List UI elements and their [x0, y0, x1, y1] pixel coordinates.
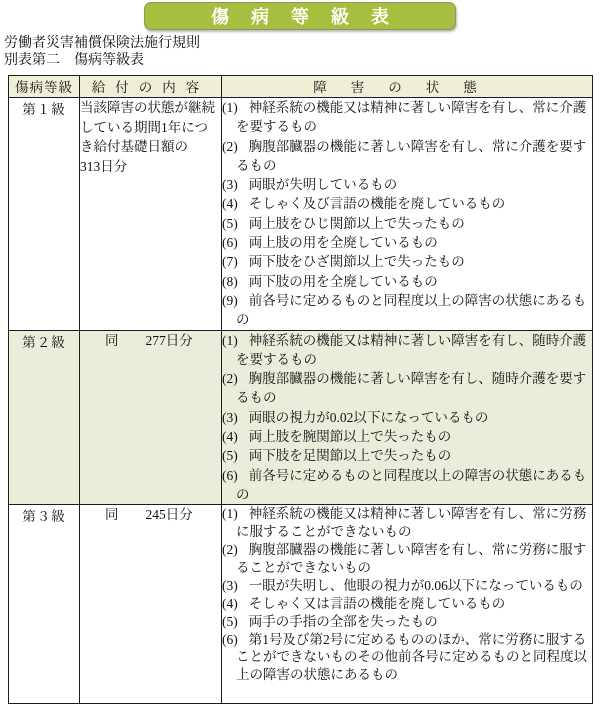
table-header-row	[9, 76, 593, 98]
item-text: 前各号に定めるものと同程度以上の障害の状態にあるもの	[236, 467, 587, 502]
item-text: 両眼が失明しているもの	[248, 177, 398, 193]
condition-item	[222, 408, 592, 427]
law-reference-line-1: 労働者災害補償保険法施行規則	[4, 36, 200, 51]
table-row	[9, 330, 593, 505]
item-text: そしゃく又は言語の機能を廃しているもの	[248, 595, 506, 611]
benefit-cell: 同 245日分	[80, 505, 222, 704]
grade-cell: 第２級	[9, 330, 80, 505]
item-number: (7)	[222, 254, 238, 270]
item-text: 胸腹部臓器の機能に著しい障害を有し、随時介護を要するもの	[236, 371, 587, 406]
item-number: (4)	[222, 196, 238, 212]
condition-item	[222, 137, 592, 176]
item-text: 両下肢をひざ関節以上で失ったもの	[248, 254, 465, 270]
page-title: 傷病等級表	[211, 7, 411, 27]
item-number: (1)	[222, 332, 238, 348]
item-text: 両上肢を腕関節以上で失ったもの	[248, 429, 452, 445]
item-number: (2)	[222, 371, 238, 387]
item-text: 神経系統の機能又は精神に著しい障害を有し、常に介護を要するもの	[236, 100, 587, 135]
col-header-grade: 傷病等級	[9, 76, 80, 98]
grade-cell: 第１級	[9, 98, 80, 331]
condition-item	[222, 252, 592, 271]
item-number: (5)	[222, 448, 238, 464]
item-text: 両下肢の用を全廃しているもの	[248, 273, 438, 289]
item-number: (5)	[222, 215, 238, 231]
benefit-cell: 同 277日分	[80, 330, 222, 505]
item-text: 前各号に定めるものと同程度以上の障害の状態にあるもの	[236, 292, 587, 328]
condition-item	[222, 272, 592, 291]
condition-item	[222, 331, 592, 370]
condition-item	[222, 427, 592, 446]
table-row	[9, 98, 593, 331]
item-number: (5)	[222, 613, 238, 629]
condition-cell	[222, 505, 593, 704]
item-number: (3)	[222, 409, 238, 425]
item-number: (1)	[222, 506, 238, 522]
item-text: 第1号及び第2号に定めるもののほか、常に労務に服することができないものその他前各号に定めるものと同程度以上の障害の状態にあるもの	[236, 631, 587, 683]
col-header-condition: 障害の状態	[222, 76, 593, 98]
item-number: (1)	[222, 100, 238, 115]
item-number: (4)	[222, 595, 238, 611]
item-number: (4)	[222, 429, 238, 445]
item-number: (2)	[222, 138, 238, 154]
condition-item	[222, 595, 592, 613]
item-text: 両下肢を足関節以上で失ったもの	[248, 448, 452, 464]
col-header-benefit: 給付の内容	[80, 76, 222, 98]
condition-cell	[222, 330, 593, 505]
condition-item	[222, 233, 592, 252]
condition-item	[222, 631, 592, 685]
item-number: (3)	[222, 177, 238, 193]
item-number: (2)	[222, 542, 238, 558]
item-text: 両眼の視力が0.02以下になっているもの	[248, 409, 489, 425]
item-number: (6)	[222, 631, 238, 647]
injury-grade-table	[8, 75, 593, 704]
law-reference	[4, 35, 600, 69]
condition-item	[222, 214, 592, 233]
condition-cell	[222, 98, 593, 331]
table-row	[9, 505, 593, 704]
item-number: (6)	[222, 235, 238, 251]
item-text: 両上肢をひじ関節以上で失ったもの	[248, 215, 465, 231]
item-number: (8)	[222, 273, 238, 289]
condition-item	[222, 505, 592, 541]
item-text: 神経系統の機能又は精神に著しい障害を有し、随時介護を要するもの	[236, 332, 587, 367]
condition-item	[222, 613, 592, 631]
item-text: そしゃく及び言語の機能を廃しているもの	[248, 196, 506, 212]
condition-item	[222, 541, 592, 577]
condition-item	[222, 369, 592, 408]
law-reference-line-2: 別表第二 傷病等級表	[4, 53, 144, 68]
condition-item	[222, 194, 592, 213]
condition-item	[222, 175, 592, 194]
grade-cell: 第３級	[9, 505, 80, 704]
item-number: (9)	[222, 292, 238, 308]
item-text: 胸腹部臓器の機能に著しい障害を有し、常に介護を要するもの	[236, 138, 587, 173]
condition-item	[222, 98, 592, 137]
item-number: (3)	[222, 577, 238, 593]
condition-item	[222, 291, 592, 330]
title-banner	[144, 2, 456, 30]
condition-item	[222, 466, 592, 505]
condition-item	[222, 577, 592, 595]
condition-item	[222, 446, 592, 465]
item-text: 両上肢の用を全廃しているもの	[248, 235, 438, 251]
item-text: 胸腹部臓器の機能に著しい障害を有し、常に労務に服することができないもの	[236, 542, 587, 575]
item-number: (6)	[222, 467, 238, 483]
item-text: 神経系統の機能又は精神に著しい障害を有し、常に労務に服することができないもの	[236, 506, 587, 540]
benefit-cell: 当該障害の状態が継続している期間1年につき給付基礎日額の 313日分	[80, 98, 222, 331]
item-text: 両手の手指の全部を失ったもの	[248, 613, 438, 629]
item-text: 一眼が失明し、他眼の視力が0.06以下になっているもの	[248, 577, 583, 593]
